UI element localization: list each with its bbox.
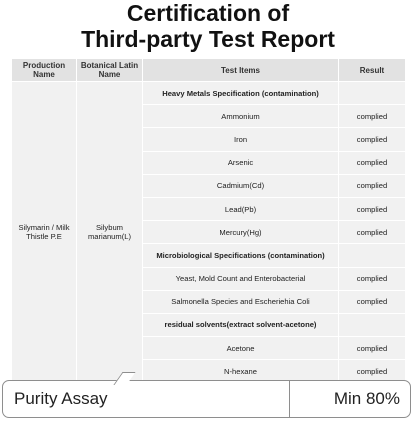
result-cell: complied bbox=[339, 174, 406, 197]
test-item-cell: Mercury(Hg) bbox=[143, 221, 339, 244]
result-cell: complied bbox=[339, 105, 406, 128]
test-item-cell: N-hexane bbox=[143, 360, 339, 383]
test-item-cell: Cadmium(Cd) bbox=[143, 174, 339, 197]
result-cell bbox=[339, 82, 406, 105]
test-item-cell: Iron bbox=[143, 128, 339, 151]
report-title-line2: Third-party Test Report bbox=[81, 26, 335, 52]
test-item-cell: Lead(Pb) bbox=[143, 197, 339, 220]
test-report-table bbox=[11, 58, 406, 383]
result-cell: complied bbox=[339, 267, 406, 290]
header-test-items: Test Items bbox=[143, 59, 339, 82]
table-header-row bbox=[12, 59, 406, 82]
section-heading-cell: residual solvents(extract solvent-acetone) bbox=[143, 313, 339, 336]
test-item-cell: Acetone bbox=[143, 337, 339, 360]
result-cell: complied bbox=[339, 128, 406, 151]
header-result: Result bbox=[339, 59, 406, 82]
result-cell: complied bbox=[339, 337, 406, 360]
result-cell bbox=[339, 313, 406, 336]
section-heading-cell: Heavy Metals Specification (contamination) bbox=[143, 82, 339, 105]
table-row bbox=[12, 82, 406, 105]
botanical-name-cell: Silybum marianum(L) bbox=[77, 82, 143, 383]
table-body bbox=[12, 82, 406, 383]
test-item-cell: Salmonella Species and Escheriehia Coli bbox=[143, 290, 339, 313]
production-name-cell: Silymarin / Milk Thistle P.E bbox=[12, 82, 77, 383]
header-botanical-latin-name: Botanical Latin Name bbox=[77, 59, 143, 82]
purity-assay-label: Purity Assay bbox=[3, 381, 290, 417]
header-production-name: Production Name bbox=[12, 59, 77, 82]
result-cell: complied bbox=[339, 151, 406, 174]
result-cell: complied bbox=[339, 360, 406, 383]
purity-assay-value: Min 80% bbox=[333, 389, 400, 408]
test-item-cell: Ammonium bbox=[143, 105, 339, 128]
test-item-cell: Arsenic bbox=[143, 151, 339, 174]
result-cell: complied bbox=[339, 290, 406, 313]
result-cell bbox=[339, 244, 406, 267]
purity-assay-callout bbox=[2, 380, 411, 418]
test-item-cell: Yeast, Mold Count and Enterobacterial bbox=[143, 267, 339, 290]
section-heading-cell: Microbiological Specifications (contamination) bbox=[143, 244, 339, 267]
result-cell: complied bbox=[339, 197, 406, 220]
report-title-line1: Certification of bbox=[126, 0, 290, 26]
result-cell: complied bbox=[339, 221, 406, 244]
